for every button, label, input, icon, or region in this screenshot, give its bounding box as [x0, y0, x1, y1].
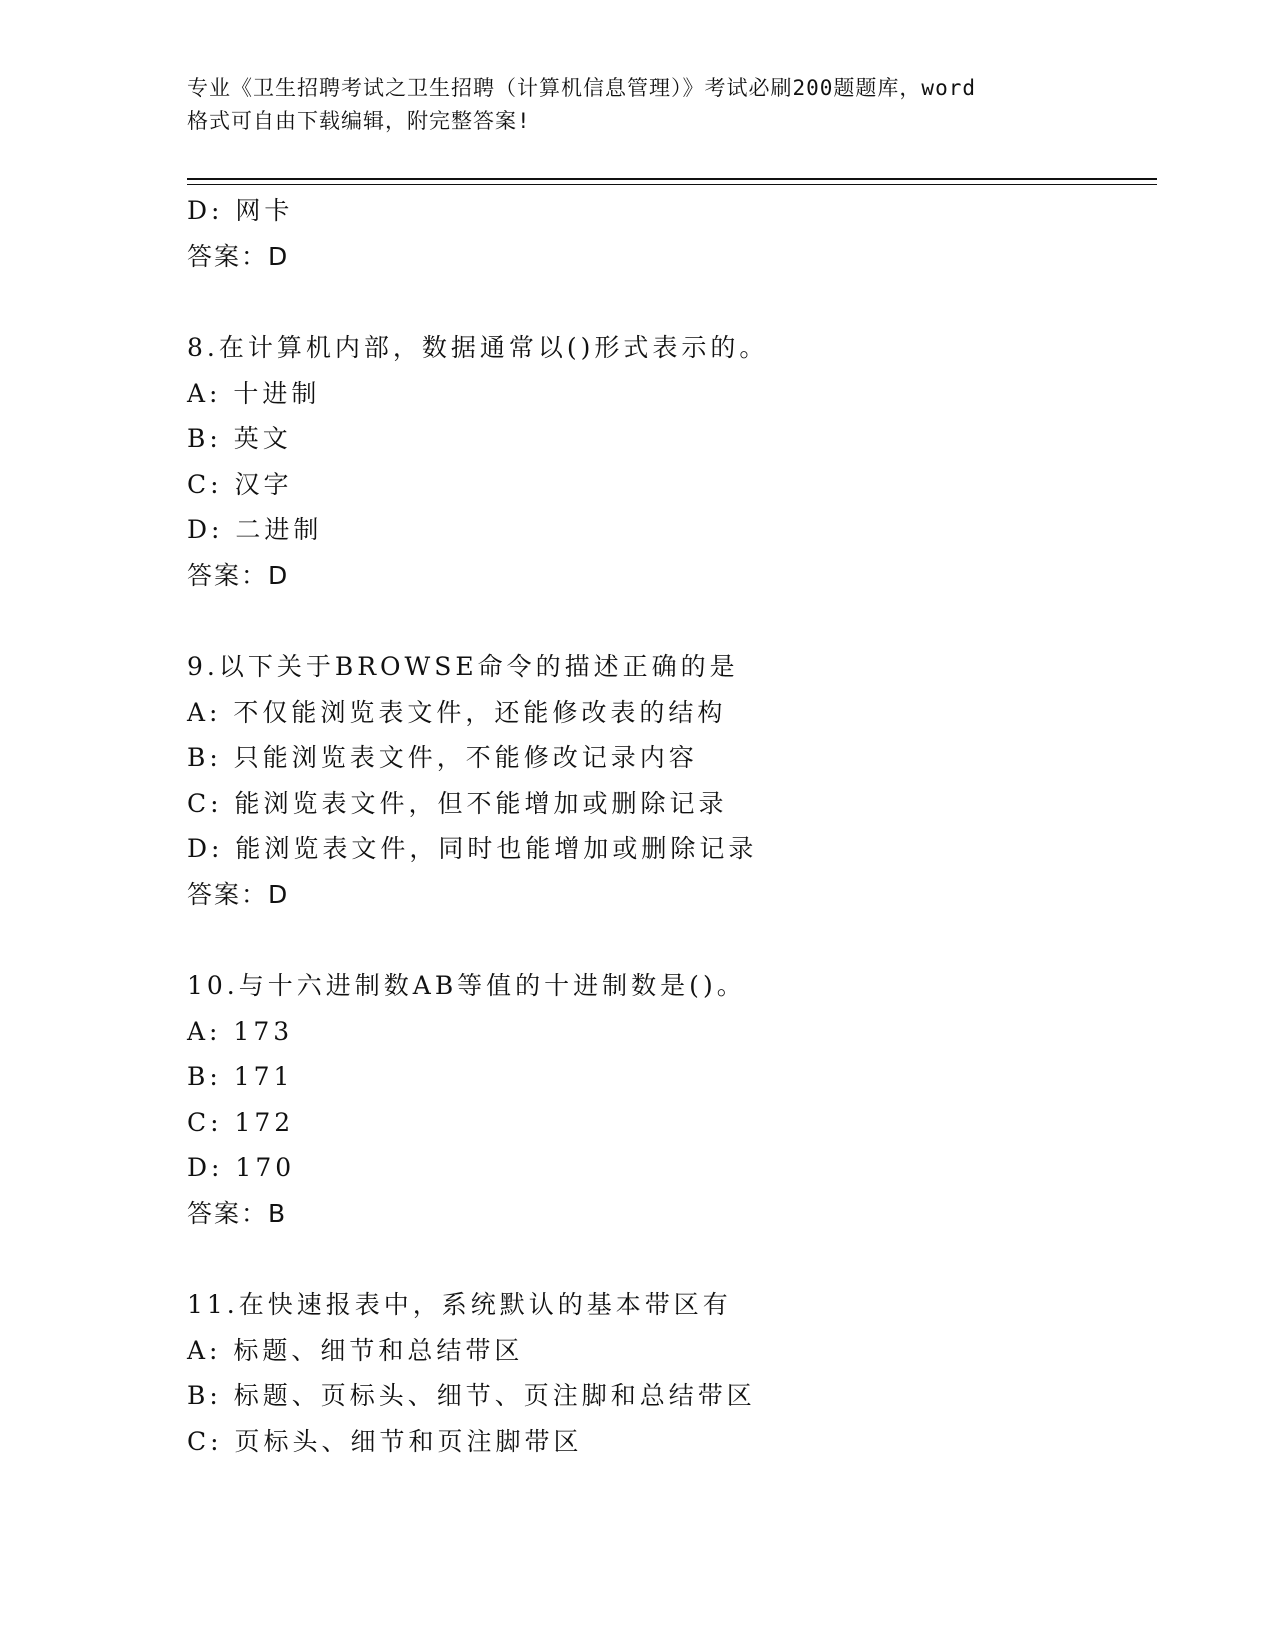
header-line-2: 格式可自由下载编辑，附完整答案!: [187, 109, 531, 133]
question-stem: 10.与十六进制数AB等值的十进制数是()。: [187, 971, 746, 1000]
option-c: C: 能浏览表文件，但不能增加或删除记录: [187, 788, 728, 818]
option-a: A: 十进制: [187, 378, 321, 408]
header-line-1: 专业《卫生招聘考试之卫生招聘（计算机信息管理）》考试必刷200题题库，word: [187, 76, 976, 100]
option-b: B: 标题、页标头、细节、页注脚和总结带区: [187, 1381, 756, 1410]
option-c: C: 172: [187, 1107, 295, 1137]
question-content: [187, 188, 1157, 1464]
option-a: A: 标题、细节和总结带区: [187, 1335, 524, 1365]
option-d: D: 170: [187, 1153, 296, 1182]
question-stem: 11.在快速报表中，系统默认的基本带区有: [187, 1290, 732, 1319]
option-d: D: 能浏览表文件，同时也能增加或删除记录: [187, 834, 758, 863]
question-9: [187, 644, 1157, 917]
option-a: A: 173: [187, 1016, 294, 1046]
question-8: [187, 325, 1157, 598]
answer: 答案：B: [187, 1198, 288, 1228]
answer: 答案：D: [187, 241, 290, 271]
option-a: A: 不仅能浏览表文件，还能修改表的结构: [187, 697, 727, 727]
question-stem: 9.以下关于BROWSE命令的描述正确的是: [187, 652, 739, 681]
option-b: B: 171: [187, 1062, 294, 1091]
document-header: [187, 72, 1087, 138]
question-11: [187, 1282, 1157, 1464]
header-rule-thick: [187, 178, 1157, 180]
option-c: C: 汉字: [187, 469, 293, 499]
answer: 答案：D: [187, 879, 290, 909]
option-b: B: 只能浏览表文件，不能修改记录内容: [187, 743, 698, 772]
option-d: D: 二进制: [187, 515, 323, 544]
answer: 答案：D: [187, 560, 290, 590]
option-c: C: 页标头、细节和页注脚带区: [187, 1426, 583, 1456]
question-stem: 8.在计算机内部，数据通常以()形式表示的。: [187, 333, 769, 362]
option-b: B: 英文: [187, 424, 292, 453]
header-rule-thin: [187, 184, 1157, 185]
question-10: [187, 963, 1157, 1236]
option-d: D: 网卡: [187, 196, 294, 225]
